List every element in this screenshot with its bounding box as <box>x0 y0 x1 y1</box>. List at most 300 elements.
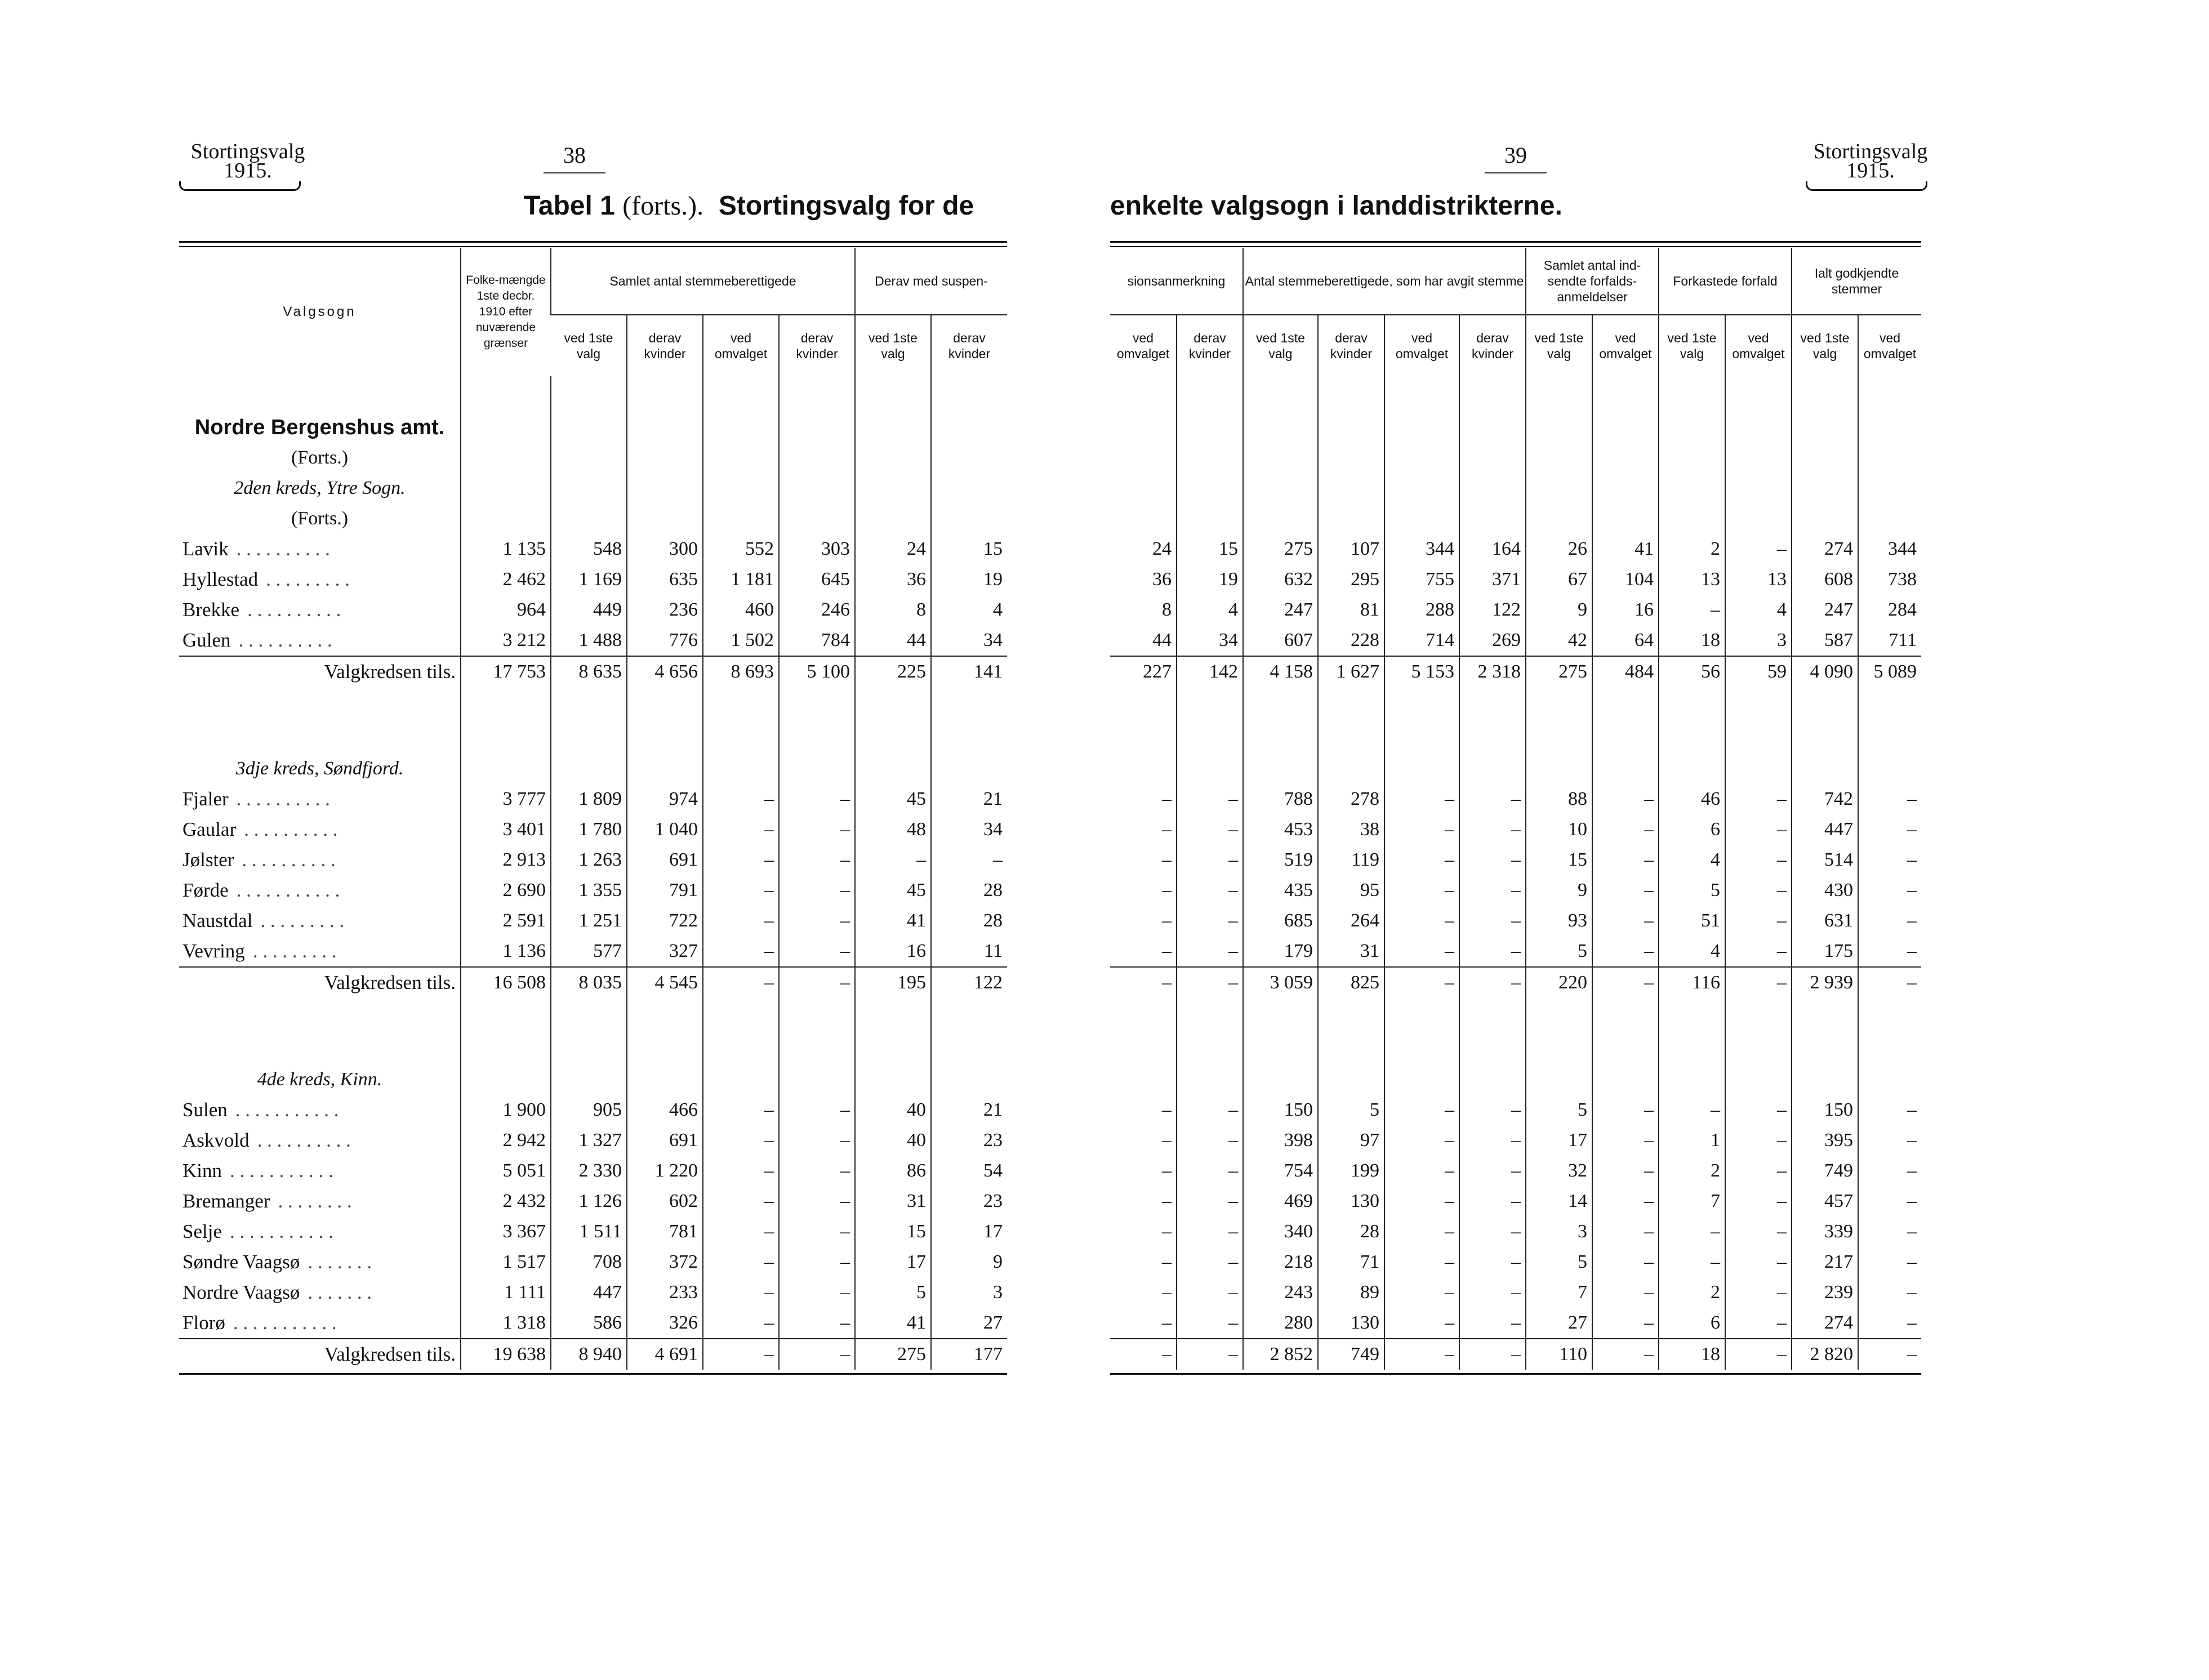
sogn-name <box>179 1156 461 1186</box>
value-cell: – <box>703 1156 779 1186</box>
value-cell: 1 169 <box>551 564 627 595</box>
empty-cell <box>1177 723 1243 754</box>
empty-cell <box>1725 376 1792 412</box>
value-cell: 635 <box>627 564 703 595</box>
empty-cell <box>179 1034 461 1064</box>
empty-cell <box>855 687 931 723</box>
empty-cell <box>1318 376 1384 412</box>
value-cell: 340 <box>1243 1216 1318 1247</box>
value-cell: – <box>1659 1095 1725 1125</box>
empty-cell <box>1384 1034 1459 1064</box>
value-cell: 93 <box>1526 906 1592 936</box>
empty-cell <box>779 376 855 412</box>
empty-cell <box>551 687 627 723</box>
value-cell: 27 <box>931 1308 1007 1339</box>
sogn-name <box>179 1247 461 1277</box>
value-cell: 15 <box>931 534 1007 564</box>
value-cell: 15 <box>855 1216 931 1247</box>
table-row <box>179 875 1007 906</box>
value-cell: – <box>1177 845 1243 875</box>
value-cell: – <box>1725 1186 1792 1216</box>
empty-cell <box>461 754 551 784</box>
value-cell: 645 <box>779 564 855 595</box>
empty-cell <box>461 473 551 503</box>
forts-label-label: (Forts.) <box>291 508 349 529</box>
value-cell: – <box>703 1125 779 1156</box>
empty-cell <box>1792 998 1858 1034</box>
empty-cell <box>1177 443 1243 473</box>
value-cell: 150 <box>1243 1095 1318 1125</box>
value-cell: 21 <box>931 784 1007 814</box>
spacer-row <box>1110 998 1921 1034</box>
value-cell: 21 <box>931 1095 1007 1125</box>
spacer-row <box>179 376 1007 412</box>
table-row <box>179 1216 1007 1247</box>
value-cell: 13 <box>1725 564 1792 595</box>
value-cell: 371 <box>1459 564 1526 595</box>
value-cell: – <box>779 1156 855 1186</box>
value-cell: 3 <box>1526 1216 1592 1247</box>
value-cell: 264 <box>1318 906 1384 936</box>
value-cell: 280 <box>1243 1308 1318 1339</box>
value-cell: – <box>1592 1186 1659 1216</box>
value-cell: – <box>1162 941 1172 961</box>
value-cell: – <box>1858 1247 1921 1277</box>
left-page <box>0 0 1104 1680</box>
empty-cell <box>627 376 703 412</box>
sogn-name <box>179 1095 461 1125</box>
empty-cell <box>551 473 627 503</box>
empty-cell <box>1858 998 1921 1034</box>
empty-cell <box>461 687 551 723</box>
empty-cell <box>1858 503 1921 534</box>
empty-cell <box>703 503 779 534</box>
empty-cell <box>1459 503 1526 534</box>
empty-cell <box>1792 503 1858 534</box>
value-cell: 339 <box>1792 1216 1858 1247</box>
value-cell: – <box>779 875 855 906</box>
total-value: 142 <box>1177 656 1243 687</box>
leader-dots: . . . . . . . . . . <box>247 599 341 621</box>
value-cell: 15 <box>1177 534 1243 564</box>
total-value: – <box>1592 967 1659 998</box>
value-cell: – <box>1384 814 1459 845</box>
spacer-row <box>1110 1034 1921 1064</box>
value-cell: 608 <box>1792 564 1858 595</box>
value-cell: – <box>1162 788 1172 809</box>
empty-cell <box>461 998 551 1034</box>
value-cell: 97 <box>1318 1125 1384 1156</box>
total-value: 275 <box>855 1339 931 1370</box>
value-cell: – <box>1177 1156 1243 1186</box>
value-cell: 1 220 <box>627 1156 703 1186</box>
value-cell: – <box>1459 875 1526 906</box>
value-cell: 3 <box>931 1277 1007 1308</box>
total-value: 122 <box>931 967 1007 998</box>
table-row <box>1110 784 1921 814</box>
total-value: 177 <box>931 1339 1007 1370</box>
value-cell: 2 913 <box>461 845 551 875</box>
table-title-right: enkelte valgsogn i landdistrikterne. <box>1110 191 1562 221</box>
total-value: 825 <box>1318 967 1384 998</box>
empty-cell <box>703 1034 779 1064</box>
empty-cell <box>1526 503 1592 534</box>
col-ved-omvalget: ved omvalget <box>1110 315 1177 376</box>
value-cell: 31 <box>1318 936 1384 967</box>
value-cell: 42 <box>1526 625 1592 656</box>
empty-cell <box>1243 473 1318 503</box>
col-ved-1ste: ved 1ste valg <box>1243 315 1318 376</box>
value-cell: 40 <box>855 1125 931 1156</box>
table-row <box>179 1156 1007 1186</box>
total-value: 4 158 <box>1243 656 1318 687</box>
empty-cell <box>551 754 627 784</box>
sogn-name-text: Askvold <box>182 1129 250 1151</box>
col-ved-omvalget: ved omvalget <box>703 315 779 376</box>
empty-cell <box>1592 1064 1659 1095</box>
value-cell: 457 <box>1792 1186 1858 1216</box>
empty-cell <box>779 443 855 473</box>
value-cell: 54 <box>931 1156 1007 1186</box>
empty-cell <box>1858 687 1921 723</box>
empty-cell <box>931 376 1007 412</box>
value-cell: 122 <box>1459 595 1526 625</box>
value-cell: 742 <box>1792 784 1858 814</box>
value-cell: 48 <box>855 814 931 845</box>
value-cell: – <box>1384 845 1459 875</box>
empty-cell <box>179 376 461 412</box>
sogn-name <box>179 564 461 595</box>
value-cell: – <box>1858 936 1921 967</box>
value-cell: – <box>1384 936 1459 967</box>
total-value: 225 <box>855 656 931 687</box>
total-label: Valgkredsen tils. <box>179 967 461 998</box>
value-cell: – <box>1384 1156 1459 1186</box>
leader-dots: . . . . . . . . . <box>260 910 345 932</box>
title-bold-1: Tabel 1 <box>524 191 615 221</box>
value-cell: 2 <box>1659 1156 1725 1186</box>
empty-cell <box>1526 1034 1592 1064</box>
value-cell: 602 <box>627 1186 703 1216</box>
empty-cell <box>1592 723 1659 754</box>
value-cell: – <box>703 906 779 936</box>
value-cell: – <box>1177 1095 1243 1125</box>
value-cell: – <box>1177 1247 1243 1277</box>
sogn-name <box>179 534 461 564</box>
value-cell: 3 212 <box>461 625 551 656</box>
value-cell: 685 <box>1243 906 1318 936</box>
total-value: 5 153 <box>1384 656 1459 687</box>
value-cell: – <box>1459 936 1526 967</box>
value-cell: 4 <box>931 595 1007 625</box>
empty-cell <box>1792 412 1858 443</box>
value-cell: – <box>1459 906 1526 936</box>
value-cell: – <box>1659 595 1725 625</box>
value-cell: 327 <box>627 936 703 967</box>
empty-cell <box>627 1064 703 1095</box>
value-cell: 236 <box>627 595 703 625</box>
sogn-name <box>179 1308 461 1339</box>
col-derav-susp: Derav med suspen- <box>855 248 1007 315</box>
sogn-name-text: Gaular <box>182 818 237 840</box>
value-cell: – <box>1162 1160 1172 1181</box>
value-cell: 41 <box>855 1308 931 1339</box>
total-value: 8 035 <box>551 967 627 998</box>
value-cell: – <box>1725 784 1792 814</box>
sogn-name-text: Brekke <box>182 599 240 621</box>
value-cell: 4 <box>1177 595 1243 625</box>
value-cell: 711 <box>1858 625 1921 656</box>
value-cell: 239 <box>1792 1277 1858 1308</box>
empty-cell <box>1384 443 1459 473</box>
total-value: 19 638 <box>461 1339 551 1370</box>
value-cell: 453 <box>1243 814 1318 845</box>
empty-cell <box>461 412 551 443</box>
value-cell: – <box>1384 906 1459 936</box>
value-cell: 217 <box>1792 1247 1858 1277</box>
col-ved-1ste: ved 1ste valg <box>1526 315 1592 376</box>
empty-cell <box>1459 754 1526 784</box>
spacer-row <box>1110 503 1921 534</box>
spacer-row <box>179 998 1007 1034</box>
value-cell: 38 <box>1318 814 1384 845</box>
leader-dots: . . . . . . . . . . <box>244 818 338 840</box>
value-cell: – <box>1858 814 1921 845</box>
empty-cell <box>1659 503 1725 534</box>
empty-cell <box>703 998 779 1034</box>
value-cell: 905 <box>551 1095 627 1125</box>
value-cell: – <box>779 845 855 875</box>
empty-cell <box>1526 473 1592 503</box>
spacer-row <box>1110 723 1921 754</box>
total-value: – <box>1459 1339 1526 1370</box>
empty-cell <box>1243 376 1318 412</box>
value-cell: 32 <box>1526 1156 1592 1186</box>
empty-cell <box>779 998 855 1034</box>
empty-cell <box>703 473 779 503</box>
value-cell: 17 <box>1526 1125 1592 1156</box>
value-cell: 46 <box>1659 784 1725 814</box>
col-ved-omvalget: ved omvalget <box>1858 315 1921 376</box>
value-cell: – <box>1162 1312 1172 1333</box>
value-cell: 1 502 <box>703 625 779 656</box>
table-row <box>179 564 1007 595</box>
sogn-name-text: Førde <box>182 879 229 901</box>
empty-cell <box>779 687 855 723</box>
kreds-heading <box>179 1064 1007 1095</box>
empty-cell <box>1384 376 1459 412</box>
empty-cell <box>1659 412 1725 443</box>
value-cell: – <box>1162 1251 1172 1272</box>
forts-label <box>179 503 1007 534</box>
value-cell: 175 <box>1792 936 1858 967</box>
empty-cell <box>461 1064 551 1095</box>
value-cell: – <box>1592 1095 1659 1125</box>
value-cell: 88 <box>1526 784 1592 814</box>
value-cell: – <box>1162 910 1172 931</box>
value-cell: – <box>1384 1216 1459 1247</box>
top-rule-2 <box>1110 246 1921 247</box>
value-cell: – <box>1592 814 1659 845</box>
empty-cell <box>855 1034 931 1064</box>
table-left <box>179 248 1007 1370</box>
empty-cell <box>703 412 779 443</box>
value-cell: 631 <box>1792 906 1858 936</box>
value-cell: – <box>1384 1308 1459 1339</box>
empty-cell <box>1110 754 1177 784</box>
value-cell: – <box>1592 1308 1659 1339</box>
brace-ornament <box>179 181 301 191</box>
value-cell: 150 <box>1792 1095 1858 1125</box>
empty-cell <box>1110 443 1177 473</box>
value-cell: 6 <box>1659 814 1725 845</box>
kreds-heading-label: 2den kreds, Ytre Sogn. <box>234 478 406 498</box>
value-cell: 45 <box>855 875 931 906</box>
value-cell: 284 <box>1858 595 1921 625</box>
value-cell: – <box>1592 906 1659 936</box>
value-cell: – <box>1725 875 1792 906</box>
value-cell: 11 <box>931 936 1007 967</box>
value-cell: 89 <box>1318 1277 1384 1308</box>
value-cell: 5 <box>855 1277 931 1308</box>
forts-label-label: (Forts.) <box>291 447 349 468</box>
empty-cell <box>1110 473 1177 503</box>
empty-cell <box>931 1064 1007 1095</box>
value-cell: – <box>779 936 855 967</box>
value-cell: – <box>1459 1186 1526 1216</box>
empty-cell <box>627 998 703 1034</box>
empty-cell <box>551 443 627 473</box>
amt-heading <box>179 412 1007 443</box>
value-cell: – <box>779 906 855 936</box>
sogn-name <box>179 1125 461 1156</box>
empty-cell <box>1318 473 1384 503</box>
empty-cell <box>551 503 627 534</box>
empty-cell <box>1792 754 1858 784</box>
value-cell: 23 <box>931 1125 1007 1156</box>
total-value: – <box>1384 1339 1459 1370</box>
table-row <box>179 936 1007 967</box>
value-cell: 7 <box>1659 1186 1725 1216</box>
value-cell: 326 <box>627 1308 703 1339</box>
value-cell: 469 <box>1243 1186 1318 1216</box>
value-cell: 9 <box>1526 875 1592 906</box>
value-cell: – <box>1162 849 1172 870</box>
value-cell: 435 <box>1243 875 1318 906</box>
col-samlet-forfald: Samlet antal ind-sendte forfalds-anmeldelser <box>1526 248 1659 315</box>
empty-cell <box>779 723 855 754</box>
leader-dots: . . . . . . . . . . <box>236 538 330 560</box>
empty-cell <box>1792 1064 1858 1095</box>
value-cell: 2 591 <box>461 906 551 936</box>
total-row <box>179 1339 1007 1370</box>
sogn-name <box>179 814 461 845</box>
col-derav-kvinder: derav kvinder <box>779 315 855 376</box>
empty-cell <box>1243 1034 1318 1064</box>
empty-cell <box>1318 998 1384 1034</box>
value-cell: 269 <box>1459 625 1526 656</box>
total-value: – <box>1110 967 1177 998</box>
value-cell: 447 <box>1792 814 1858 845</box>
empty-cell <box>1725 443 1792 473</box>
value-cell: – <box>1459 1125 1526 1156</box>
value-cell: – <box>1459 1216 1526 1247</box>
sogn-name-text: Jølster <box>182 849 234 871</box>
value-cell: 1 517 <box>461 1247 551 1277</box>
spacer-row <box>1110 1064 1921 1095</box>
value-cell: 9 <box>931 1247 1007 1277</box>
total-value: – <box>779 1339 855 1370</box>
empty-cell <box>1384 687 1459 723</box>
empty-cell <box>461 1034 551 1064</box>
value-cell: 519 <box>1243 845 1318 875</box>
col-forkastede: Forkastede forfald <box>1659 248 1792 315</box>
table-row <box>179 595 1007 625</box>
empty-cell <box>179 723 461 754</box>
spacer-row <box>179 723 1007 754</box>
page-number-left: 38 <box>563 142 586 168</box>
value-cell: – <box>855 845 931 875</box>
value-cell: – <box>1592 784 1659 814</box>
value-cell: – <box>1725 1095 1792 1125</box>
table-row <box>1110 1277 1921 1308</box>
empty-cell <box>1110 723 1177 754</box>
value-cell: – <box>1177 906 1243 936</box>
value-cell: – <box>1858 875 1921 906</box>
empty-cell <box>1318 412 1384 443</box>
empty-cell <box>1592 503 1659 534</box>
col-folkemaengde: Folke-mængde 1ste decbr. 1910 efter nuværende grænser <box>461 248 551 376</box>
empty-cell <box>779 412 855 443</box>
value-cell: 233 <box>627 1277 703 1308</box>
value-cell: 45 <box>855 784 931 814</box>
sogn-name-text: Søndre Vaagsø <box>182 1251 300 1273</box>
leader-dots: . . . . . . . . . . . <box>230 1160 333 1182</box>
table-row <box>179 1095 1007 1125</box>
value-cell: – <box>779 1216 855 1247</box>
top-rule-2 <box>179 246 1007 247</box>
value-cell: 784 <box>779 625 855 656</box>
empty-cell <box>1592 443 1659 473</box>
total-value: – <box>1110 1339 1177 1370</box>
value-cell: – <box>779 784 855 814</box>
page-number-rule <box>544 172 605 173</box>
empty-cell <box>931 503 1007 534</box>
empty-cell <box>779 1034 855 1064</box>
value-cell: 28 <box>1318 1216 1384 1247</box>
total-value: – <box>1725 1339 1792 1370</box>
value-cell: 430 <box>1792 875 1858 906</box>
value-cell: – <box>931 845 1007 875</box>
empty-cell <box>1384 473 1459 503</box>
value-cell: 974 <box>627 784 703 814</box>
empty-cell <box>1858 723 1921 754</box>
value-cell: 1 136 <box>461 936 551 967</box>
empty-cell <box>1459 687 1526 723</box>
running-head-right <box>1797 142 1944 180</box>
value-cell: – <box>1162 1099 1172 1120</box>
empty-cell <box>1659 443 1725 473</box>
empty-cell <box>1725 412 1792 443</box>
empty-cell <box>1526 687 1592 723</box>
value-cell: 36 <box>1152 569 1172 590</box>
col-ialt: Ialt godkjendte stemmer <box>1792 248 1921 315</box>
table-row <box>1110 564 1921 595</box>
total-value: 116 <box>1659 967 1725 998</box>
value-cell: 288 <box>1384 595 1459 625</box>
value-cell: 28 <box>931 906 1007 936</box>
title-bold-2: Stortingsvalg for de <box>718 191 974 221</box>
